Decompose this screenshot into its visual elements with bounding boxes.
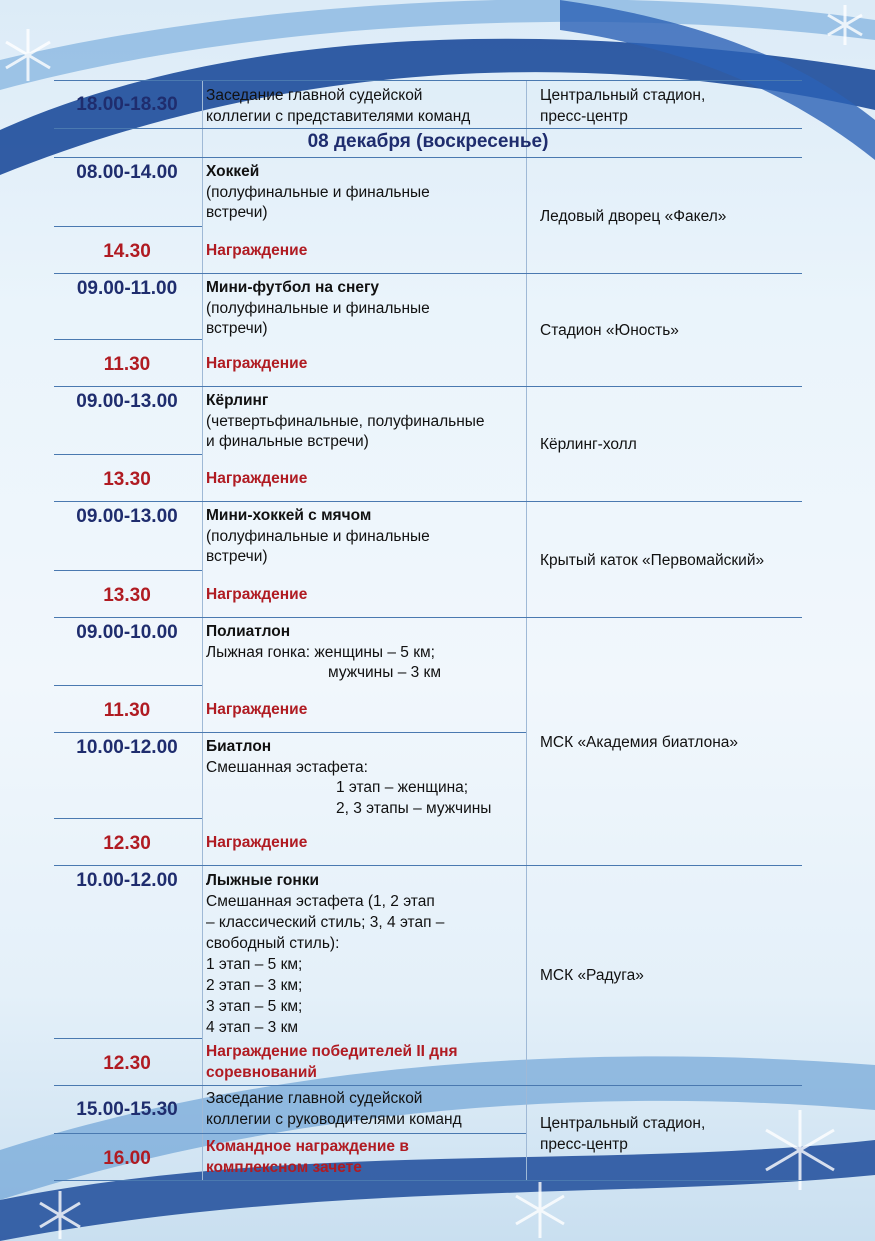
award-time: 16.00 — [103, 1148, 151, 1169]
award-label: Награждение — [206, 586, 308, 603]
divider — [54, 1038, 202, 1039]
event-cell: Полиатлон Лыжная гонка: женщины – 5 км; мужчины – 3 км — [206, 623, 441, 681]
divider — [54, 339, 202, 340]
divider — [54, 570, 202, 571]
time-cell: 08.00-14.00 — [76, 162, 178, 183]
time-cell: 09.00-10.00 — [76, 622, 178, 643]
award-time: 13.30 — [103, 469, 151, 490]
time-cell: 09.00-11.00 — [76, 278, 178, 299]
venue-cell: МСК «Академия биатлона» — [540, 734, 739, 751]
divider — [54, 454, 202, 455]
award-time: 13.30 — [103, 585, 151, 606]
divider — [54, 732, 526, 733]
divider — [54, 1180, 802, 1181]
event-cell: Мини-футбол на снегу (полуфинальные и финальные встречи) — [206, 279, 430, 337]
divider — [54, 865, 802, 866]
venue-cell: Ледовый дворец «Факел» — [540, 208, 727, 225]
venue-cell: Центральный стадион, пресс-центр — [540, 1115, 706, 1153]
award-label: Награждение — [206, 355, 308, 372]
award-time: 11.30 — [103, 700, 151, 721]
venue-cell: Кёрлинг-холл — [540, 436, 637, 453]
divider — [54, 273, 802, 274]
award-time: 14.30 — [103, 241, 151, 262]
venue-cell: МСК «Радуга» — [540, 967, 644, 984]
award-label: Награждение — [206, 242, 308, 259]
award-time: 12.30 — [103, 833, 151, 854]
time-cell: 09.00-13.00 — [76, 506, 178, 527]
award-label: Награждение — [206, 701, 308, 718]
event-cell: Заседание главной судейской коллегии с представителями команд — [206, 87, 471, 125]
divider — [54, 1085, 802, 1086]
time-cell: 18.00-18.30 — [76, 94, 178, 115]
table-row — [54, 80, 802, 127]
event-cell: Лыжные гонки Смешанная эстафета (1, 2 этап – классический стиль; 3, 4 этап – свободный стиль): 1 этап – 5 км; 2 этап – 3 км; 3 этап – 5 км; 4 этап – 3 км — [206, 872, 445, 1036]
divider — [54, 157, 802, 158]
column-divider — [202, 80, 203, 1181]
day-header: 08 декабря (воскресенье) — [307, 131, 549, 152]
event-cell: Кёрлинг (четвертьфинальные, полуфинальные и финальные встречи) — [206, 392, 485, 450]
venue-cell: Крытый каток «Первомайский» — [540, 552, 765, 569]
event-cell: Заседание главной судейской коллегии с руководителями команд — [206, 1090, 462, 1128]
time-cell: 10.00-12.00 — [76, 737, 178, 758]
award-label: Награждение — [206, 470, 308, 487]
divider — [54, 818, 202, 819]
event-cell: Мини-хоккей с мячом (полуфинальные и финальные встречи) — [206, 507, 430, 565]
award-label: Награждение — [206, 834, 308, 851]
time-cell: 10.00-12.00 — [76, 870, 178, 891]
divider — [54, 226, 202, 227]
divider — [54, 685, 202, 686]
award-time: 11.30 — [103, 354, 151, 375]
schedule-table — [54, 80, 802, 1181]
divider — [54, 501, 802, 502]
time-cell: 09.00-13.00 — [76, 391, 178, 412]
divider — [54, 386, 802, 387]
event-cell: Биатлон Смешанная эстафета: 1 этап – женщина; 2, 3 этапы – мужчины — [206, 738, 492, 817]
time-cell: 15.00-15.30 — [76, 1099, 178, 1120]
award-label: Награждение победителей II дня соревнований — [206, 1043, 458, 1081]
venue-cell: Центральный стадион, пресс-центр — [540, 87, 706, 125]
event-cell: Хоккей (полуфинальные и финальные встречи) — [206, 163, 430, 221]
award-time: 12.30 — [103, 1053, 151, 1074]
divider — [54, 128, 802, 129]
venue-cell: Стадион «Юность» — [540, 322, 679, 339]
award-label: Командное награждение в комплексном зачете — [206, 1138, 409, 1176]
divider — [54, 1133, 526, 1134]
divider — [54, 617, 802, 618]
